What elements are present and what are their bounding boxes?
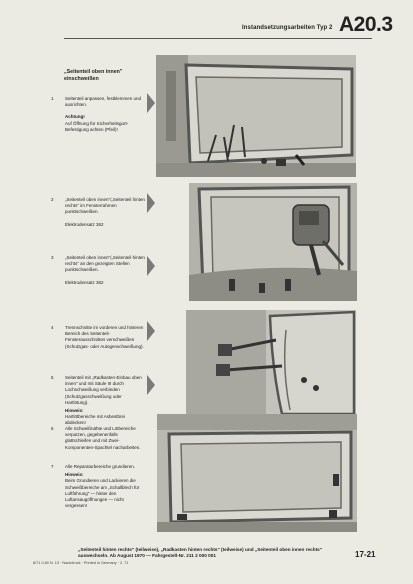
print-note: 8/71 0.80 N. 13 · Nachdruck · Printed in Germany · 2. 71 bbox=[33, 561, 129, 565]
footer-description: „Seitenteil hinten rechts" (teilweise), „Radkasten hinten rechts" (teilweise) und „Seitenteil oben innen rechts" auswechseln. Ab August 1970 — Fahrgestell-Nr. 211 2 000 001 bbox=[78, 547, 322, 558]
note-text: Auf Öffnung für Sicherheitsgurt-Befestigung achten (Pfeil)! bbox=[65, 120, 129, 132]
note-text: Hartlötbereiche mit Asbestbrei abdecken! bbox=[65, 414, 126, 426]
arrow-right-icon bbox=[147, 256, 155, 276]
step-number: 5 bbox=[51, 375, 54, 380]
step-4 bbox=[51, 325, 145, 350]
header-rule bbox=[64, 38, 372, 39]
step-1 bbox=[51, 96, 145, 133]
photo-window-frame-clamped bbox=[156, 55, 356, 177]
arrow-right-icon bbox=[147, 193, 155, 213]
note-text: Beim Grundieren und Lackieren die Schweißbereiche am „Schallblech für Luftführung" — hinter den Luftansaugöffnungen — nicht vergessen! bbox=[65, 478, 140, 509]
step-note bbox=[65, 472, 145, 509]
photo-rear-side-panel bbox=[157, 414, 357, 532]
step-text: Alle Schweißnähte und Lötbereiche verputzen, gegebenenfalls glattschleifen und mit Zwei-Komponenten-Spachtel nacharbeiten. bbox=[65, 426, 141, 450]
step-number: 2 bbox=[51, 197, 54, 202]
step-text: „Seitenteil oben innen"/„Seitenteil hinten rechts" im Fensterrahmen punktschweißen. bbox=[65, 197, 145, 215]
page-code: A20.3 bbox=[339, 13, 393, 36]
step-number: 6 bbox=[51, 426, 54, 431]
step-number: 3 bbox=[51, 255, 54, 260]
step-number: 4 bbox=[51, 325, 54, 330]
step-text: Alle Reparaturbereiche grundieren. bbox=[65, 464, 136, 469]
note-label: Hinweis: bbox=[65, 472, 84, 478]
step-number: 7 bbox=[51, 464, 54, 469]
note-label: Hinweis: bbox=[65, 408, 84, 414]
procedure-title: „Seitenteil oben innen" einschweißen bbox=[64, 69, 123, 82]
step-electrode: Elektrodensatz 362 bbox=[65, 221, 104, 227]
step-7 bbox=[51, 464, 145, 509]
step-note bbox=[65, 114, 145, 133]
note-label: Achtung! bbox=[65, 114, 85, 120]
section-title: Instandsetzungsarbeiten Typ 2 bbox=[242, 25, 333, 31]
step-text: Seitenteil anpassen, festklemmen und ausrichten. bbox=[65, 96, 142, 108]
step-6 bbox=[51, 426, 145, 451]
arrow-right-icon bbox=[147, 321, 155, 341]
arrow-right-icon bbox=[147, 93, 155, 113]
photo-cut-welds bbox=[186, 310, 356, 414]
step-text: Seitenteil mit „Radkasten-Einbau oben innen" und mit Säule III durch Lochschweißung verbinden (Schutzgasschweißung oder Hartlötung). bbox=[65, 375, 142, 405]
step-electrode: Elektrodensatz 362 bbox=[65, 279, 104, 285]
page-number: 17-21 bbox=[355, 550, 376, 559]
step-note bbox=[65, 408, 145, 427]
arrow-right-icon bbox=[147, 375, 155, 395]
step-5 bbox=[51, 375, 145, 427]
photo-spot-welding bbox=[189, 183, 357, 301]
step-text: „Seitenteil oben innen"/„Seitenteil hinten rechts" an den gezeigten Stellen punktschweißen. bbox=[65, 255, 145, 273]
step-3 bbox=[51, 255, 145, 286]
step-number: 1 bbox=[51, 96, 54, 101]
step-text: Trennschnitte im vorderen und hinteren Bereich des Seitenteil-Fensterausschnittes verschweißen (Schutzgas- oder Autogenschweißung). bbox=[65, 325, 144, 349]
step-2 bbox=[51, 197, 145, 228]
